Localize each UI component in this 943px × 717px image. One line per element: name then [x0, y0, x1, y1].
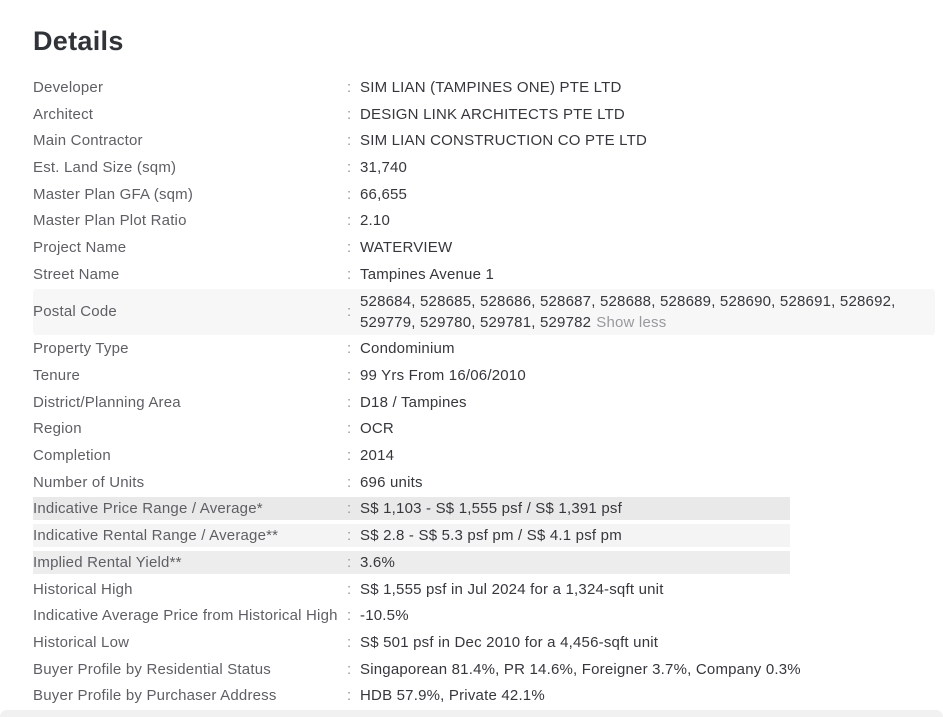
colon-separator: : [347, 158, 352, 176]
row-value: 66,655 [360, 185, 408, 203]
colon-separator: : [347, 687, 352, 705]
colon-separator: : [347, 303, 352, 320]
colon-separator: : [347, 633, 352, 651]
colon-separator: : [347, 238, 352, 256]
row-value: 2014 [360, 447, 395, 465]
row-project-name [33, 234, 935, 261]
row-value: Condominium [360, 340, 455, 358]
row-label: Historical High [33, 580, 133, 598]
row-number-of-units [33, 469, 935, 496]
colon-separator: : [347, 185, 352, 203]
row-completion [33, 442, 935, 469]
row-label: Indicative Average Price from Historical High [33, 607, 338, 625]
colon-separator: : [347, 420, 352, 438]
row-label: Architect [33, 105, 94, 123]
row-region [33, 416, 935, 443]
row-value: S$ 1,103 - S$ 1,555 psf / S$ 1,391 psf [360, 500, 622, 518]
row-label: District/Planning Area [33, 393, 181, 411]
row-label: Number of Units [33, 473, 145, 491]
row-value: -10.5% [360, 607, 409, 625]
row-value: Tampines Avenue 1 [360, 265, 495, 283]
row-value [360, 291, 935, 333]
row-label: Buyer Profile by Residential Status [33, 660, 271, 678]
colon-separator: : [347, 367, 352, 385]
row-value: 2.10 [360, 212, 390, 230]
row-implied-rental-yield [33, 549, 935, 576]
row-label: Historical Low [33, 633, 130, 651]
row-buyer-profile-purchaser-address [33, 682, 935, 709]
row-label: Buyer Profile by Purchaser Address [33, 687, 277, 705]
colon-separator: : [347, 132, 352, 150]
row-property-type [33, 336, 935, 363]
row-value: SIM LIAN (TAMPINES ONE) PTE LTD [360, 78, 622, 96]
row-postal-code [33, 289, 935, 335]
colon-separator: : [347, 78, 352, 96]
row-label: Developer [33, 78, 104, 96]
row-tenure [33, 362, 935, 389]
row-est-land-size [33, 154, 935, 181]
row-master-plan-plot-ratio [33, 207, 935, 234]
colon-separator: : [347, 500, 352, 518]
row-value: S$ 2.8 - S$ 5.3 psf pm / S$ 4.1 psf pm [360, 527, 622, 545]
row-label: Master Plan GFA (sqm) [33, 185, 194, 203]
row-label: Master Plan Plot Ratio [33, 212, 187, 230]
postal-code-list: 528684, 528685, 528686, 528687, 528688, 528689, 528690, 528691, 528692, 529779, 529780, 529781, 529782 [360, 292, 896, 331]
row-developer [33, 74, 935, 101]
colon-separator: : [347, 527, 352, 545]
details-table [33, 74, 935, 709]
colon-separator: : [347, 473, 352, 491]
row-label: Implied Rental Yield** [33, 553, 182, 571]
row-label: Tenure [33, 367, 81, 385]
row-value: SIM LIAN CONSTRUCTION CO PTE LTD [360, 132, 647, 150]
colon-separator: : [347, 580, 352, 598]
colon-separator: : [347, 105, 352, 123]
row-district-planning-area [33, 389, 935, 416]
show-less-link[interactable]: Show less [596, 313, 667, 331]
row-value: WATERVIEW [360, 238, 453, 256]
row-value: Singaporean 81.4%, PR 14.6%, Foreigner 3.7%, Company 0.3% [360, 660, 801, 678]
colon-separator: : [347, 607, 352, 625]
row-value: D18 / Tampines [360, 393, 467, 411]
row-label: Indicative Price Range / Average* [33, 500, 263, 518]
row-value: 696 units [360, 473, 423, 491]
row-street-name [33, 261, 935, 288]
colon-separator: : [347, 553, 352, 571]
colon-separator: : [347, 265, 352, 283]
colon-separator: : [347, 393, 352, 411]
row-main-contractor [33, 127, 935, 154]
colon-separator: : [347, 212, 352, 230]
page-title: Details [33, 26, 124, 56]
colon-separator: : [347, 660, 352, 678]
row-label: Postal Code [33, 303, 117, 320]
row-label: Indicative Rental Range / Average** [33, 527, 279, 545]
row-historical-high [33, 576, 935, 603]
row-value: 3.6% [360, 553, 395, 571]
colon-separator: : [347, 340, 352, 358]
row-indicative-avg-price-from-historical-high [33, 602, 935, 629]
row-indicative-rental-range [33, 522, 935, 549]
row-historical-low [33, 629, 935, 656]
row-value: S$ 1,555 psf in Jul 2024 for a 1,324-sqft unit [360, 580, 664, 598]
row-label: Est. Land Size (sqm) [33, 158, 177, 176]
colon-separator: : [347, 447, 352, 465]
row-label: Street Name [33, 265, 120, 283]
row-value: 31,740 [360, 158, 408, 176]
row-buyer-profile-residential-status [33, 656, 935, 683]
row-label: Main Contractor [33, 132, 143, 150]
row-value: 99 Yrs From 16/06/2010 [360, 367, 526, 385]
row-architect [33, 101, 935, 128]
row-master-plan-gfa [33, 181, 935, 208]
row-value: DESIGN LINK ARCHITECTS PTE LTD [360, 105, 625, 123]
row-value: S$ 501 psf in Dec 2010 for a 4,456-sqft unit [360, 633, 659, 651]
row-value: HDB 57.9%, Private 42.1% [360, 687, 545, 705]
row-indicative-price-range [33, 496, 935, 523]
section-divider [0, 710, 943, 717]
row-value: OCR [360, 420, 394, 438]
row-label: Property Type [33, 340, 129, 358]
row-label: Completion [33, 447, 111, 465]
row-label: Region [33, 420, 82, 438]
row-label: Project Name [33, 238, 127, 256]
